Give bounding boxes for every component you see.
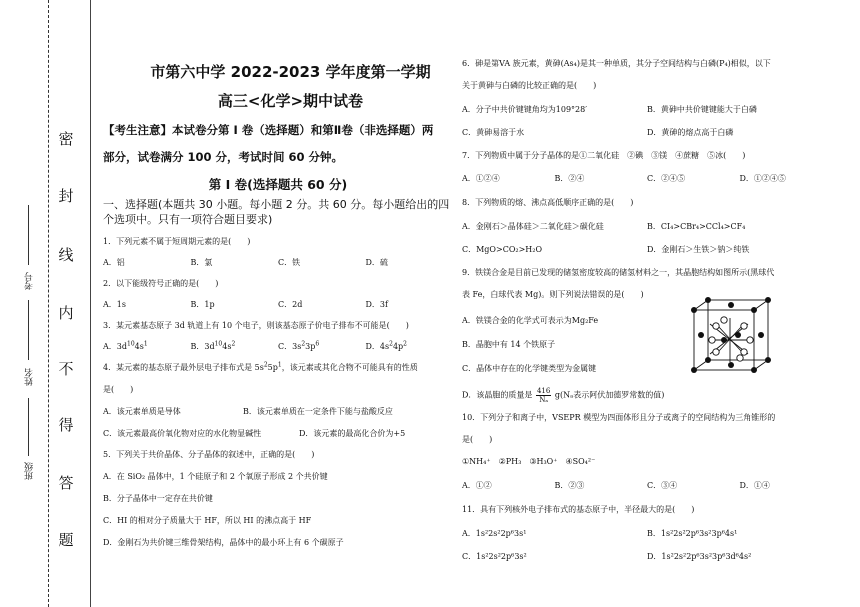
option-b: B．②③: [554, 481, 585, 490]
option-d: D．金刚石为共价键三维骨架结构，晶体中的最小环上有 6 个碳原子: [103, 538, 344, 547]
fraction-numerator: 416: [536, 387, 551, 395]
notice-line-2: 部分，试卷满分 100 分，考试时间 60 分钟。: [103, 150, 344, 164]
notice-line-1: 【考生注意】本试卷分第 I 卷（选择题）和第Ⅱ卷（非选择题）两: [103, 123, 434, 137]
option-d: D．黄砷的熔点高于白磷: [647, 128, 734, 137]
name-rule: [28, 300, 29, 360]
question-7: [462, 150, 832, 185]
question-stem-cont: 是( ): [462, 435, 493, 444]
question-stem: 3．某元素基态原子 3d 轨道上有 10 个电子，则该基态原子价电子排布不可能是( ): [103, 321, 409, 330]
seal-char-1: 密: [58, 130, 74, 148]
fraction: [536, 387, 551, 404]
option-c: C．黄砷易溶于水: [462, 128, 525, 137]
option-a: A．①②: [462, 481, 492, 490]
option-c: C．MgO>CO₂>H₂O: [462, 245, 543, 254]
question-stem: 4．某元素的基态原子最外层电子排布式是 $5s^25p^1$，该元素或其化合物不可能具有的性质: [103, 361, 418, 372]
option-d: D．1s²2s²2p⁶3s²3p⁶3d⁶4s²: [647, 552, 752, 561]
option-b: B．1p: [190, 300, 215, 309]
notice: [103, 117, 453, 171]
name-field: [22, 368, 36, 390]
question-stem-cont: 是( ): [103, 385, 134, 394]
question-stem: 5．下列关于共价晶体、分子晶体的叙述中，正确的是( ): [103, 450, 315, 459]
option-a: A．该元素单质是导体: [103, 407, 181, 416]
option-a: A．$3d^{10}4s^1$: [103, 340, 148, 351]
question-5: [103, 449, 453, 549]
option-d: D．$4s^24p^2$: [365, 340, 407, 351]
option-d: D．①②④⑤: [739, 174, 786, 183]
options-row: [103, 406, 453, 418]
option-b: B．②④: [554, 174, 585, 183]
option-a: A．分子中共价键键角均为109°28′: [462, 105, 588, 114]
options-row: [103, 257, 453, 269]
exam-number-label: 考号: [24, 272, 35, 290]
seal-char-4: 内: [58, 304, 74, 322]
class-rule: [28, 398, 29, 456]
exam-number-field: [22, 272, 36, 294]
question-stem: 1．下列元素不属于短周期元素的是( ): [103, 237, 251, 246]
question-stem: 9．铁镁合金是目前已发现的储氢密度较高的储氢材料之一，其晶胞结构如图所示(黑球代: [462, 268, 775, 277]
question-items: ①NH₄⁺ ②PH₃ ③H₃O⁺ ④SO₄²⁻: [462, 457, 596, 466]
option-c: C．晶体中存在的化学键类型为金属键: [462, 364, 597, 373]
dashed-cut-line: [48, 0, 49, 607]
option-b: B．1s²2s²2p⁶3s²3p⁶4s¹: [647, 529, 738, 538]
margin-border-line: [90, 0, 91, 607]
option-b: B．$3d^{10}4s^2$: [190, 340, 236, 351]
option-c: C．③④: [647, 481, 678, 490]
option-a: A．铁镁合金的化学式可表示为Mg₂Fe: [462, 316, 599, 325]
option-d: D．硫: [365, 258, 388, 267]
option-b: B．氯: [190, 258, 213, 267]
question-10: [462, 412, 832, 492]
question-11: [462, 504, 832, 574]
question-stem: 6．砷是第VA 族元素，黄砷(As₄)是其一种单质，其分子空间结构与白磷(P₄)相似，以下: [462, 59, 771, 68]
option-a: A．①②④: [462, 174, 500, 183]
question-stem: 8．下列物质的熔、沸点高低顺序正确的是( ): [462, 198, 634, 207]
option-a: A．1s: [103, 300, 126, 309]
left-column: [103, 55, 453, 549]
seal-char-7: 答: [58, 474, 74, 492]
option-c: C．2d: [278, 300, 303, 309]
options-grid: [462, 221, 832, 267]
option-d: D．该元素的最高化合价为+5: [299, 429, 406, 438]
option-b: B．晶胞中有 14 个铁原子: [462, 340, 556, 349]
option-c: C．1s²2s²2p⁶3s²: [462, 552, 527, 561]
option-a: A．在 SiO₂ 晶体中，1 个硅原子和 2 个氧原子形成 2 个共价键: [103, 472, 328, 481]
question-9: [462, 267, 832, 404]
binding-margin: [0, 0, 100, 607]
question-4: [103, 362, 453, 440]
options-row: [103, 341, 453, 353]
question-stem: 2．以下能级符号正确的是( ): [103, 279, 219, 288]
option-a: A．铝: [103, 258, 125, 267]
options-row: [462, 173, 832, 185]
question-stem: 11．具有下列核外电子排布式的基态原子中，半径最大的是( ): [462, 505, 695, 514]
exam-title: 市第六中学 2022-2023 学年度第一学期: [150, 63, 431, 81]
option-a: A．金刚石＞晶体硅＞二氧化硅＞碳化硅: [462, 222, 604, 231]
options-row: [462, 480, 832, 492]
section-instructions: 一、选择题(本题共 30 小题。每小题 2 分。共 60 分。每小题给出的四个选项中。只有一项符合题目要求): [103, 198, 450, 226]
question-stem-cont: 关于黄砷与白磷的比较正确的是( ): [462, 81, 597, 90]
question-6: [462, 58, 832, 150]
option-d: D．该晶胞的质量是 $\frac{416}{\text{Nₐ}}$ g(Nₐ表示阿伏加德罗常数的值): [462, 387, 665, 404]
options-row: [103, 299, 453, 311]
option-c: C．铁: [278, 258, 301, 267]
option-c: C．该元素最高价氧化物对应的水化物显碱性: [103, 429, 262, 438]
question-stem-cont: 表 Fe，白球代表 Mg)。则下列说法错误的是( ): [462, 290, 644, 299]
option-d: D．3f: [365, 300, 388, 309]
question-1: [103, 236, 453, 269]
question-stem: 10．下列分子和离子中，VSEPR 模型为四面体形且分子或离子的空间结构为三角锥形的: [462, 413, 776, 422]
right-column: [462, 58, 832, 574]
exam-number-rule: [28, 205, 29, 265]
option-a: A．1s²2s²2p⁶3s¹: [462, 529, 527, 538]
option-c: C．HI 的相对分子质量大于 HF，所以 HI 的沸点高于 HF: [103, 516, 312, 525]
options-row: [103, 428, 453, 440]
exam-subtitle: 高三<化学>期中试卷: [217, 92, 364, 110]
class-label: 班级: [24, 462, 35, 480]
question-3: [103, 320, 453, 353]
question-stem: 7．下列物质中属于分子晶体的是①二氧化硅 ②碘 ③镁 ④蔗糖 ⑤冰( ): [462, 151, 746, 160]
fraction-denominator: Nₐ: [539, 396, 549, 404]
option-c: C．$3s^23p^6$: [278, 340, 320, 351]
option-b: B．该元素单质在一定条件下能与盐酸反应: [243, 407, 393, 416]
option-b: B．分子晶体中一定存在共价键: [103, 494, 213, 503]
seal-char-2: 封: [58, 187, 74, 205]
option-c: C．②④⑤: [647, 174, 686, 183]
option-b: B．CI₄>CBr₄>CCl₄>CF₄: [647, 222, 746, 231]
question-8: [462, 197, 832, 267]
question-2: [103, 278, 453, 311]
seal-char-3: 线: [58, 246, 74, 264]
option-d: D．①④: [739, 481, 770, 490]
options-grid: [462, 528, 832, 574]
section-title: 第 I 卷(选择题共 60 分): [208, 177, 348, 192]
seal-char-5: 不: [58, 360, 74, 378]
seal-char-8: 题: [58, 531, 74, 549]
seal-char-6: 得: [58, 416, 74, 434]
option-d: D．金刚石＞生铁＞钠＞纯铁: [647, 245, 750, 254]
option-b: B．黄砷中共价键键能大于白磷: [647, 105, 757, 114]
name-label: 姓名: [24, 368, 35, 386]
class-field: [22, 462, 36, 484]
options-grid: [462, 104, 832, 150]
crystal-cell-figure: [690, 296, 772, 378]
